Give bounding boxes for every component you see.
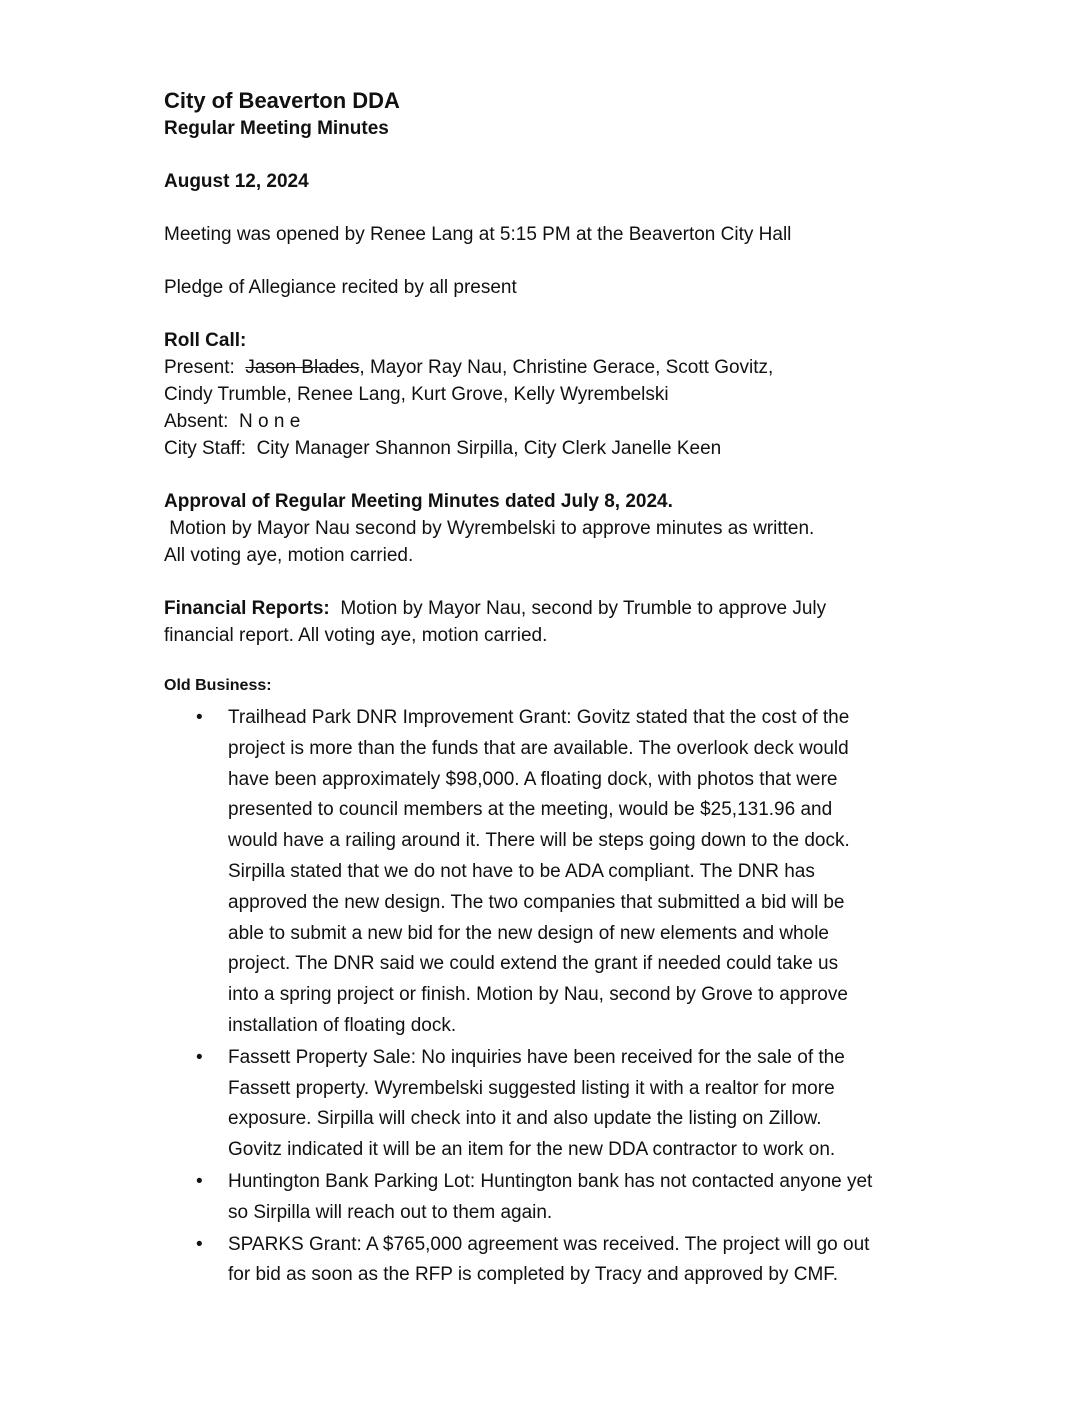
present-members-line2: Cindy Trumble, Renee Lang, Kurt Grove, Kelly Wyrembelski <box>164 384 669 405</box>
financial-text-line1: Motion by Mayor Nau, second by Trumble to approve July <box>340 598 827 619</box>
item-line: exposure. Sirpilla will check into it and also update the listing on Zillow. <box>228 1108 822 1130</box>
financial-reports <box>164 595 964 622</box>
present-members-line1: , Mayor Ray Nau, Christine Gerace, Scott Govitz, <box>359 357 774 378</box>
approval-result: All voting aye, motion carried. <box>164 545 414 566</box>
old-business-heading: Old Business: <box>164 677 272 694</box>
item-line: Trailhead Park DNR Improvement Grant: Govitz stated that the cost of the <box>228 707 850 728</box>
item-line: presented to council members at the meeting, would be $25,131.96 and <box>228 799 833 821</box>
item-line: approved the new design. The two companies that submitted a bid will be <box>228 891 845 913</box>
item-line: for bid as soon as the RFP is completed by Tracy and approved by CMF. <box>228 1264 839 1286</box>
absent-label: Absent: <box>164 411 229 432</box>
approval-motion: Motion by Mayor Nau second by Wyrembelski to approve minutes as written. <box>164 518 815 539</box>
list-item <box>164 1043 964 1166</box>
item-line: so Sirpilla will reach out to them again. <box>228 1201 553 1223</box>
bullet-icon: • <box>196 707 203 728</box>
item-line: project is more than the funds that are available. The overlook deck would <box>228 737 849 759</box>
staff-label: City Staff: <box>164 438 247 459</box>
roll-call-present <box>164 354 964 381</box>
roll-call-absent <box>164 408 964 435</box>
bullet-icon: • <box>196 1046 203 1068</box>
list-item <box>164 1230 964 1292</box>
struck-member-name: Jason Blades <box>245 357 360 378</box>
financial-heading: Financial Reports: <box>164 598 330 619</box>
item-line: able to submit a new bid for the new design of new elements and whole <box>228 922 829 944</box>
document-body <box>164 86 964 1292</box>
item-line: Govitz indicated it will be an item for the new DDA contractor to work on. <box>228 1139 836 1161</box>
approval-heading: Approval of Regular Meeting Minutes dated July 8, 2024. <box>164 491 673 512</box>
opening-statement: Meeting was opened by Renee Lang at 5:15 PM at the Beaverton City Hall <box>164 224 792 245</box>
document-subtitle: Regular Meeting Minutes <box>164 118 389 139</box>
item-line: Huntington Bank Parking Lot: Huntington bank has not contacted anyone yet <box>228 1170 873 1192</box>
item-line: Fassett Property Sale: No inquiries have been received for the sale of the <box>228 1046 845 1068</box>
item-line: project. The DNR said we could extend the grant if needed could take us <box>228 953 839 975</box>
item-line: would have a railing around it. There will be steps going down to the dock. <box>228 830 850 852</box>
bullet-icon: • <box>196 1170 203 1192</box>
item-line: into a spring project or finish. Motion by Nau, second by Grove to approve <box>228 984 848 1006</box>
roll-call-staff <box>164 435 964 462</box>
staff-value: City Manager Shannon Sirpilla, City Clerk Janelle Keen <box>256 438 722 459</box>
item-line: SPARKS Grant: A $765,000 agreement was received. The project will go out <box>228 1233 870 1255</box>
item-line: have been approximately $98,000. A floating dock, with photos that were <box>228 768 838 790</box>
meeting-date: August 12, 2024 <box>164 171 309 192</box>
bullet-icon: • <box>196 1233 203 1255</box>
item-line: Fassett property. Wyrembelski suggested listing it with a realtor for more <box>228 1077 835 1099</box>
financial-text-line2: financial report. All voting aye, motion carried. <box>164 625 548 646</box>
list-item <box>164 1167 964 1229</box>
pledge-statement: Pledge of Allegiance recited by all present <box>164 277 517 298</box>
present-label: Present: <box>164 357 235 378</box>
item-line: Sirpilla stated that we do not have to be ADA compliant. The DNR has <box>228 860 815 882</box>
roll-call-heading: Roll Call: <box>164 330 247 351</box>
absent-value: N o n e <box>239 411 301 432</box>
list-item <box>164 703 964 1042</box>
document-title: City of Beaverton DDA <box>164 88 400 113</box>
item-line: installation of floating dock. <box>228 1014 457 1036</box>
old-business-list <box>164 703 964 1291</box>
